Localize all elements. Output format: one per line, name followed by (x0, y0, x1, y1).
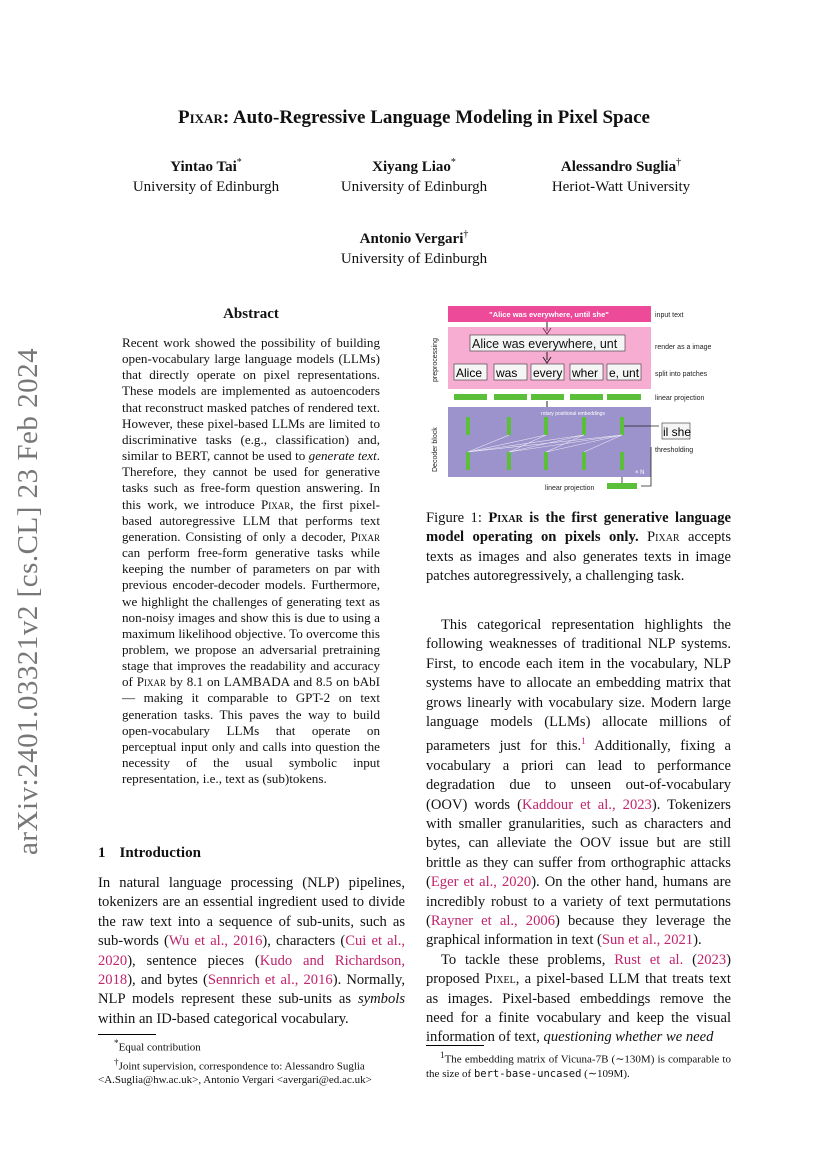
right-column-body (426, 616, 731, 1048)
label-render: render as a image (655, 344, 712, 351)
citation-link[interactable]: Rayner et al., 2006 (430, 912, 555, 929)
patch-1-text: Alice (456, 366, 483, 380)
author-name: Alessandro Suglia (560, 159, 677, 175)
author-3 (521, 153, 721, 197)
author-mark: † (463, 229, 469, 240)
patch-3-text: every (533, 366, 563, 380)
figure-caption: Figure 1: Pixar is the first generative language model operating on pixels only. Pixar accepts texts as images and also generates texts in image patches autoregressively, a challenging task. (426, 510, 731, 585)
paragraph: To tackle these problems, Rust et al. (2023) proposed Pixel, a pixel-based LLM that treats text as images. Pixel-based embeddings remove the need for a finite vocabulary and keep the visual information of text, questioning whether we need (426, 951, 731, 1046)
label-xn: × N (635, 470, 645, 476)
label-threshold: thresholding (655, 447, 694, 454)
arxiv-identifier: arXiv:2401.03321v2 [cs.CL] 23 Feb 2024 (12, 347, 44, 855)
patch-2-text: was (496, 366, 518, 380)
author-1 (106, 153, 306, 197)
bottom-projection-bar (607, 483, 637, 489)
author-name: Antonio Vergari (359, 231, 464, 247)
citation-link[interactable]: Eger et al., 2020 (430, 874, 532, 891)
author-mark: * (450, 157, 456, 168)
citation-link[interactable]: Wu et al., 2016 (168, 933, 263, 950)
embedding-row (454, 394, 641, 400)
author-affiliation: University of Edinburgh (132, 179, 280, 195)
paper-title (0, 107, 828, 129)
input-text: "Alice was everywhere, until she" (489, 310, 609, 319)
footnote-right: $^1$The embedding matrix of Vicuna-7B (∼130M) is comparable to the size of bert-base-uncased (∼109M). (426, 1050, 731, 1080)
author-affiliation: University of Edinburgh (340, 179, 488, 195)
label-linear-projection: linear projection (655, 395, 705, 402)
label-split: split into patches (655, 371, 708, 378)
label-decoder: Decoder block (432, 427, 439, 472)
introduction-paragraph: In natural language processing (NLP) pipelines, tokenizers are an essential ingredient used to divide the raw text into a sequence of sub-units, such as sub-words (Wu et al., 2016), characters (Cui et al., 2020), sentence pieces (Kudo and Richardson, 2018), and bytes (Sennrich et al., 2016). Normally, NLP models represent these sub-units as symbols within an ID-based categorical vocabulary. (98, 875, 406, 1027)
author-mark: † (676, 157, 682, 168)
citation-link[interactable]: Kaddour et al., 2023 (522, 796, 652, 813)
citation-link[interactable]: Sun et al., 2021 (601, 932, 694, 949)
citation-link[interactable]: Cui et al., 2020 (98, 933, 405, 969)
label-linear-projection-bottom: linear projection (545, 485, 595, 492)
footnote-rule (98, 1034, 156, 1035)
paragraph: This categorical representation highlights the following weaknesses of traditional NLP systems. First, to encode each item in the vocabulary, NLP systems have to allocate an embedding matrix that grows linearly with vocabulary size. Modern large language models (LLMs) allocate millions of parameters just for this.$^1$ Additionally, fixing a vocabulary a priori can lead to performance degradation due to unseen out-of-vocabulary (OOV) words (Kaddour et al., 2023). Tokenizers with smaller granularities, such as characters and bytes, can alleviate the OOV issue but are still brittle as they can suffer from orthographic attacks (Eger et al., 2020). On the other hand, humans are incredibly robust to a variety of text permutations (Rayner et al., 2006) because they leverage the graphical information in text (Sun et al., 2021). (426, 617, 731, 949)
footnote-rule (426, 1045, 484, 1046)
label-preprocessing: preprocessing (432, 338, 439, 382)
title-rest: : Auto-Regressive Language Modeling in Pixel Space (222, 107, 650, 128)
citation-link[interactable]: Sennrich et al., 2016 (207, 972, 333, 989)
rendered-text: Alice was everywhere, unt (472, 337, 618, 351)
section-heading: 1 Introduction (98, 845, 201, 861)
citation-link[interactable]: Kudo and Richardson, 2018 (98, 952, 406, 989)
author-mark: * (236, 157, 242, 168)
author-name: Xiyang Liao (372, 159, 451, 175)
figure-1-diagram (423, 302, 733, 498)
citation-link[interactable]: 2023 (696, 951, 727, 968)
title-brand: Pixar (178, 107, 223, 128)
footnotes-left: *Equal contribution †Joint supervision, correspondence to: Alessandro Suglia <A.Suglia@hw.ac.uk>, Antonio Vergari <avergari@ed.ac.uk> (98, 1038, 372, 1087)
author-name: Yintao Tai (170, 159, 237, 175)
footnote-mark[interactable]: 1 (581, 736, 586, 747)
label-rotary: rotary positional embeddings (541, 411, 605, 417)
author-affiliation: Heriot-Watt University (551, 179, 691, 195)
output-text: il she (663, 425, 692, 439)
author-affiliation: University of Edinburgh (340, 251, 488, 267)
author-2 (314, 153, 514, 197)
citation-link[interactable]: Rust et al. (614, 951, 684, 968)
label-input: input text (655, 312, 684, 319)
author-4 (314, 225, 514, 269)
abstract-text: Recent work showed the possibility of building open-vocabulary large language models (LLMs) that directly operate on pixel representations. These models are implemented as autoencoders that reconstruct masked patches of rendered text. However, these pixel-based LLMs are limited to discriminative tasks (e.g., classification) and, similar to BERT, cannot be used to generate text. Therefore, they cannot be used for generative tasks such as free-form question answering. In this work, we introduce Pixar, the first pixel-based autoregressive LLM that performs text generation. Consisting of only a decoder, Pixar can perform free-form generative tasks while keeping the number of parameters on par with previous encoder-decoder models. Furthermore, we highlight the challenges of generating text as non-noisy images and show this is due to using a maximum likelihood objective. To overcome this problem, we propose an adversarial pretraining stage that improves the readability and accuracy of Pixar by 8.1 on LAMBADA and 8.5 on bAbI— making it comparable to GPT-2 on text generation tasks. This paves the way to build open-vocabulary LLMs that operate on perceptual input only and calls into question the necessity of the usual symbolic input representation, i.e., text as (sub)tokens. (122, 335, 381, 787)
patch-5-text: e, unt (609, 366, 640, 380)
abstract-heading: Abstract (223, 306, 279, 322)
patch-4-text: wher (572, 366, 599, 380)
